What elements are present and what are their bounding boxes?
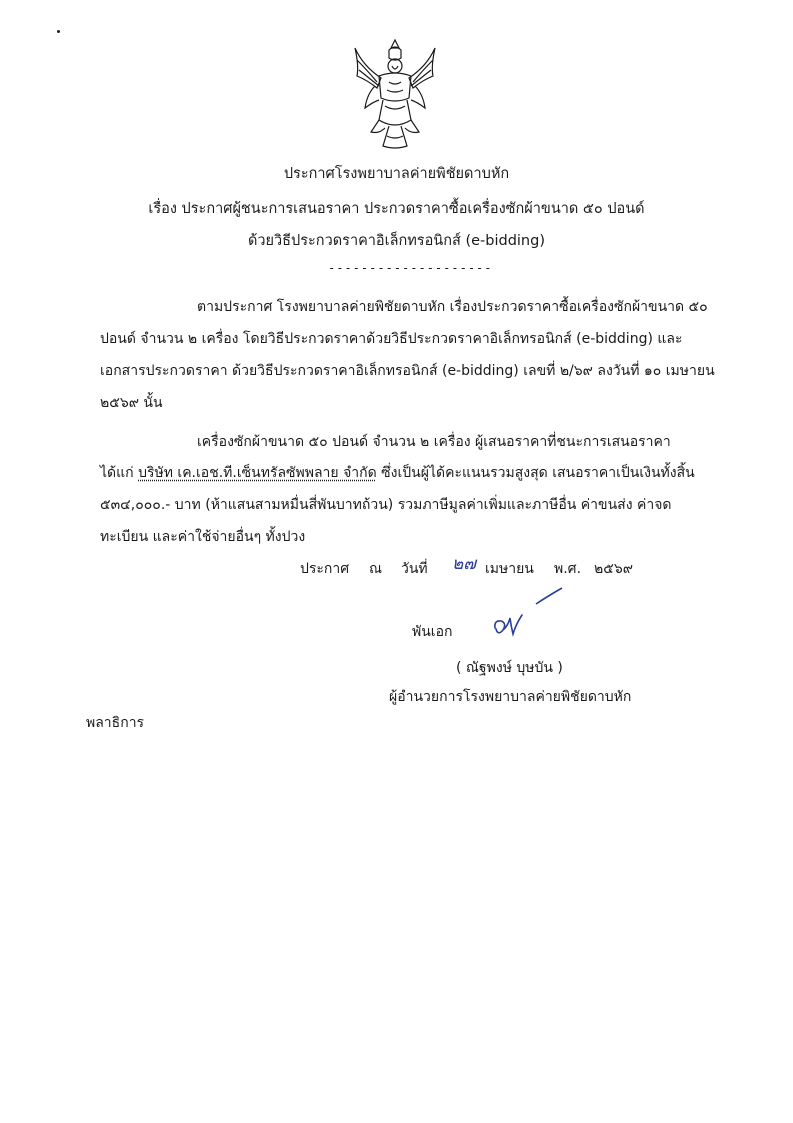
department-note: พลาธิการ	[86, 715, 145, 731]
announcement-issuer: ประกาศโรงพยาบาลค่ายพิชัยดาบหัก	[283, 166, 510, 182]
announce-day-label: วันที่	[401, 561, 428, 577]
signer-rank: พันเอก	[412, 624, 453, 640]
separator: --------------------	[328, 261, 493, 275]
winner-suffix: ซึ่งเป็นผู้ได้คะแนนรวมสูงสุด เสนอราคาเป็นเงินทั้งสิ้น	[381, 465, 695, 481]
announce-month: เมษายน	[485, 561, 534, 577]
paragraph-2-line-2	[100, 463, 695, 483]
announce-era: พ.ศ.	[554, 561, 582, 577]
signer-position: ผู้อำนวยการโรงพยาบาลค่ายพิชัยดาบหัก	[389, 689, 632, 705]
announce-at: ณ	[369, 561, 382, 577]
paragraph-2-line-4: ทะเบียน และค่าใช้จ่ายอื่นๆ ทั้งปวง	[100, 529, 306, 545]
paragraph-2-line-3: ๕๓๔,๐๐๐.- บาท (ห้าแสนสามหมื่นสี่พันบาทถ้วน) รวมภาษีมูลค่าเพิ่มและภาษีอื่น ค่าขนส่ง ค่าจด	[100, 497, 672, 513]
scan-speck	[57, 30, 60, 33]
paragraph-2-line-1: เครื่องซักผ้าขนาด ๕๐ ปอนด์ จำนวน ๒ เครื่อง ผู้เสนอราคาที่ชนะการเสนอราคา	[197, 434, 671, 450]
signature-icon	[492, 612, 526, 640]
announce-year: ๒๕๖๙	[594, 561, 633, 577]
paragraph-1-line-3: เอกสารประกวดราคา ด้วยวิธีประกวดราคาอิเล็กทรอนิกส์ (e-bidding) เลขที่ ๒/๖๙ ลงวันที่ ๑๐ เมษายน	[100, 363, 715, 379]
signer-name: ( ณัฐพงษ์ บุษบัน )	[456, 660, 563, 676]
handwritten-stroke	[534, 586, 564, 606]
announce-label: ประกาศ	[300, 561, 350, 577]
announce-day-handwritten: ๒๗	[452, 554, 476, 574]
winner-prefix: ได้แก่	[100, 465, 134, 481]
announcement-subject: เรื่อง ประกาศผู้ชนะการเสนอราคา ประกวดราคาซื้อเครื่องซักผ้าขนาด ๕๐ ปอนด์	[148, 201, 645, 217]
paragraph-1-line-2: ปอนด์ จำนวน ๒ เครื่อง โดยวิธีประกวดราคาด้วยวิธีประกวดราคาอิเล็กทรอนิกส์ (e-bidding) และ	[100, 331, 683, 347]
announcement-method: ด้วยวิธีประกวดราคาอิเล็กทรอนิกส์ (e-bidding)	[247, 233, 545, 249]
paragraph-1-line-4: ๒๕๖๙ นั้น	[100, 395, 163, 411]
winner-company: บริษัท เค.เอช.ที.เซ็นทรัลซัพพลาย จำกัด	[138, 465, 377, 481]
garuda-emblem-icon	[349, 36, 441, 152]
paragraph-1-line-1: ตามประกาศ โรงพยาบาลค่ายพิชัยดาบหัก เรื่องประกวดราคาซื้อเครื่องซักผ้าขนาด ๕๐	[197, 299, 708, 315]
